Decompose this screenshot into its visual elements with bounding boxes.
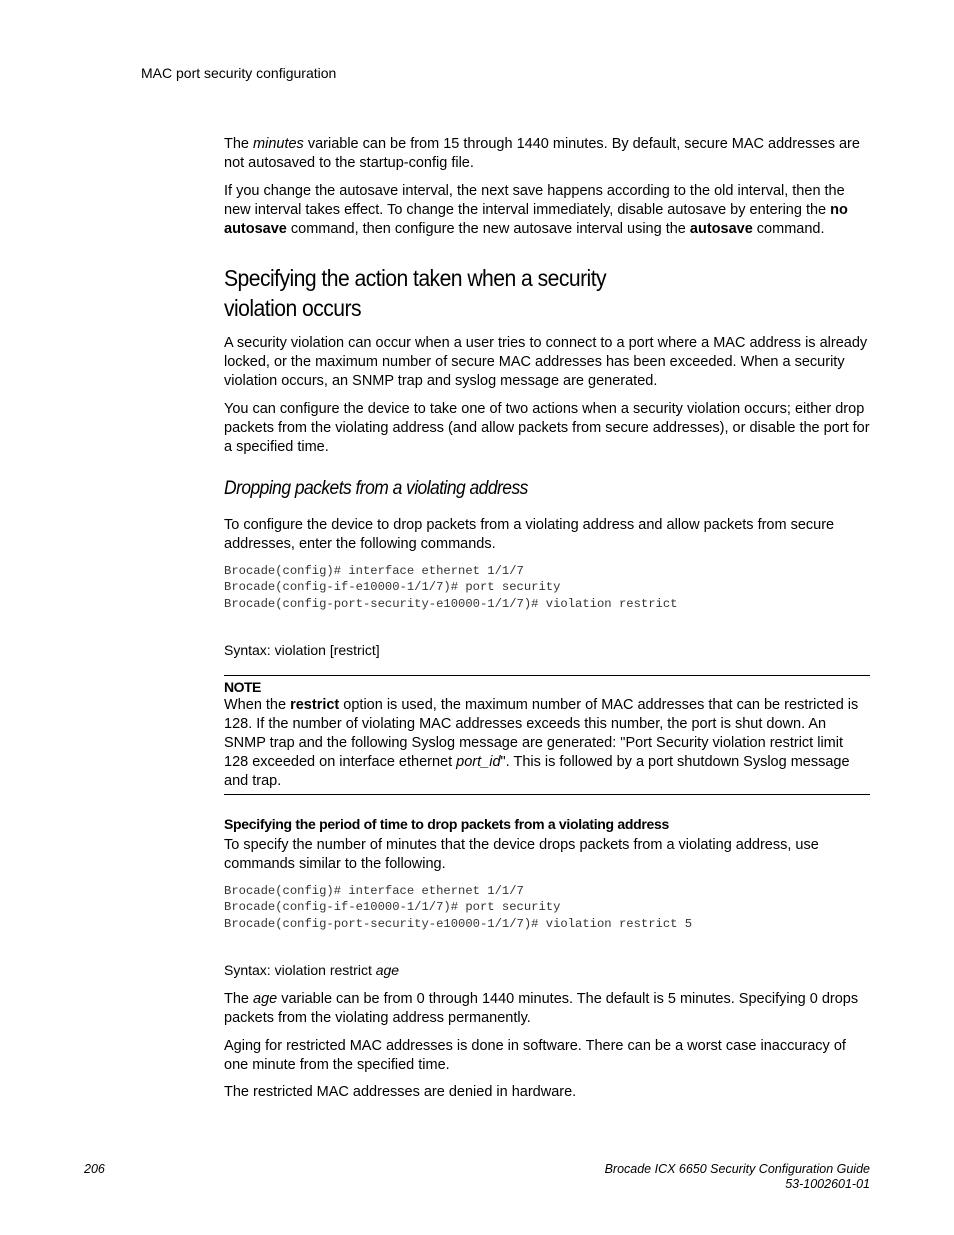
doc-number: 53-1002601-01 [785,1177,870,1191]
note-bottom-rule [224,794,870,795]
note-top-rule [224,675,870,676]
paragraph-minutes: The minutes variable can be from 15 through 1440 minutes. By default, secure MAC addresses are not autosaved to the startup-config file. [224,136,860,171]
sub-heading-period: Specifying the period of time to drop packets from a violating address [224,816,669,832]
code-block-restrict: Brocade(config)# interface ethernet 1/1/7 Brocade(config-if-e10000-1/1/7)# port security Brocade(config-port-security-e10000-1/1/7)# violation restrict [224,564,678,611]
paragraph-violation-actions: You can configure the device to take one of two actions when a security violation occurs; either drop packets from the violating address (and allow packets from secure addresses), or disable the port for a specified time. [224,401,870,455]
paragraph-aging: Aging for restricted MAC addresses is done in software. There can be a worst case inaccuracy of one minute from the specified time. [224,1038,846,1073]
paragraph-period: To specify the number of minutes that the device drops packets from a violating address, use commands similar to the following. [224,837,819,872]
paragraph-drop-config: To configure the device to drop packets from a violating address and allow packets from secure addresses, enter the following commands. [224,517,835,552]
note-text: When the restrict option is used, the maximum number of MAC addresses that can be restricted is 128. If the number of violating MAC addresses exceeds this number, the port is shut down. An SNMP trap and the following Syslog message are generated: "Port Security violation restrict limit 128 exceeded on interface ethernet port_id". This is followed by a port shutdown Syslog message and trap. [224,697,859,789]
page-number: 206 [84,1162,105,1176]
paragraph-autosave: If you change the autosave interval, the next save happens according to the old interval, then the new interval takes effect. To change the interval immediately, disable autosave by entering the no autosave command, then configure the new autosave interval using the autosave command. [224,183,848,237]
code-block-restrict-age: Brocade(config)# interface ethernet 1/1/7 Brocade(config-if-e10000-1/1/7)# port security Brocade(config-port-security-e10000-1/1/7)# violation restrict 5 [224,884,693,931]
paragraph-violation-intro: A security violation can occur when a user tries to connect to a port where a MAC address is already locked, or the maximum number of secure MAC addresses has been exceeded. When a security violation occurs, an SNMP trap and syslog message are generated. [224,335,868,389]
note-label: NOTE [224,679,261,695]
subsection-heading: Dropping packets from a violating address [224,478,528,499]
section-heading: Specifying the action taken when a security violation occurs [224,265,607,321]
syntax-restrict-age: Syntax: violation restrict age [224,962,400,978]
paragraph-hardware: The restricted MAC addresses are denied in hardware. [224,1084,577,1100]
paragraph-age: The age variable can be from 0 through 1440 minutes. The default is 5 minutes. Specifying 0 drops packets from the violating address permanently. [224,991,859,1026]
guide-title: Brocade ICX 6650 Security Configuration Guide [604,1162,870,1176]
syntax-restrict: Syntax: violation [restrict] [224,642,380,658]
running-header: MAC port security configuration [141,65,337,81]
footer-guide [605,1162,870,1192]
